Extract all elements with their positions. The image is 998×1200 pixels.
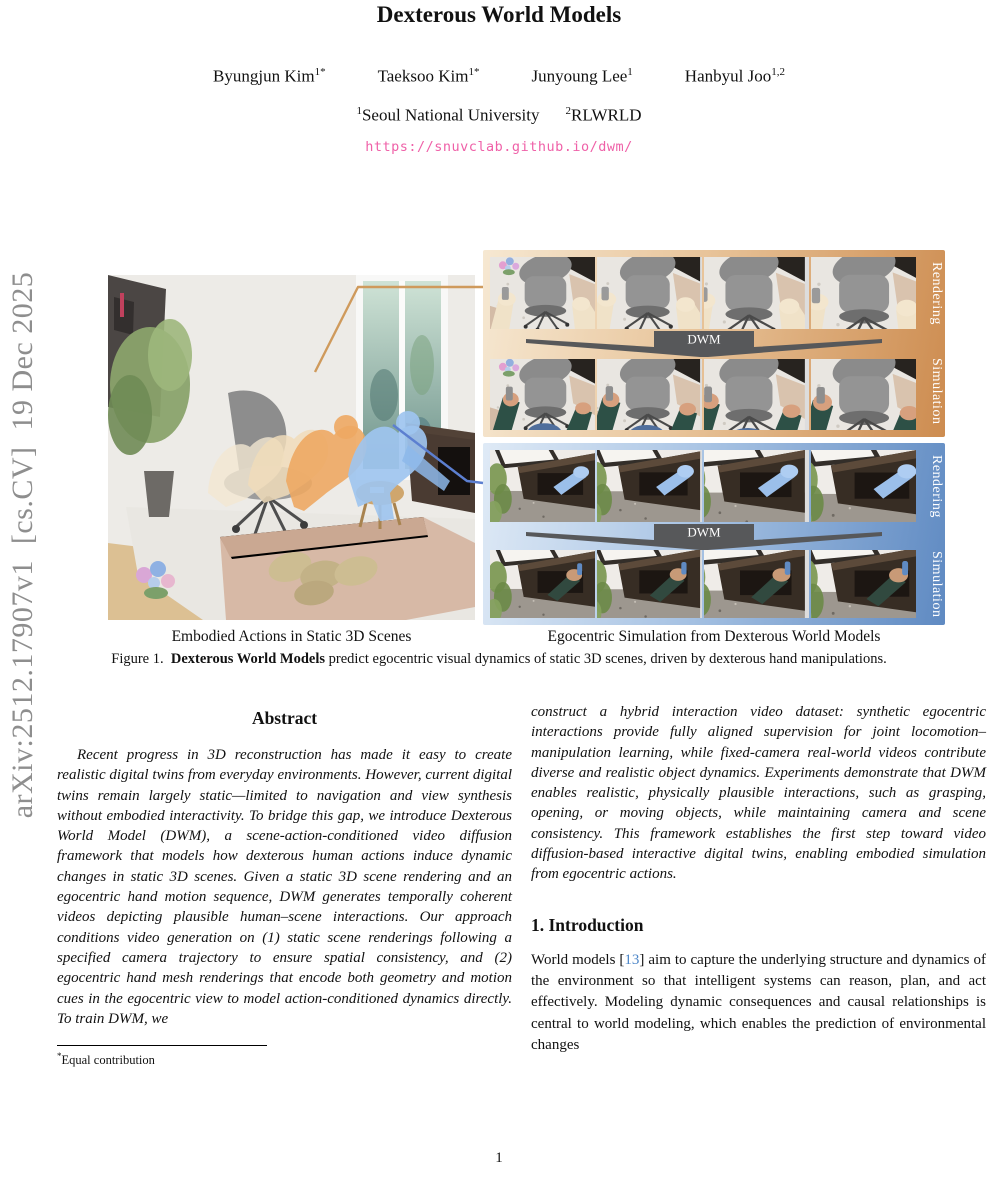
left-column — [57, 702, 512, 1068]
rendering-frame — [811, 257, 916, 329]
author-name: Hanbyul Joo — [684, 66, 772, 86]
simulation-row-label: Simulation — [929, 550, 944, 618]
dwm-arrow-label: DWM — [687, 331, 721, 347]
egocentric-panel-orange — [483, 250, 945, 437]
rendering-row — [490, 257, 916, 329]
figure-caption — [40, 651, 958, 668]
footnote — [57, 1045, 512, 1068]
dwm-arrow — [526, 331, 882, 357]
author-name: Junyoung Lee — [531, 66, 628, 86]
dwm-arrow — [526, 524, 882, 550]
introduction-heading: 1. Introduction — [531, 914, 644, 935]
abstract-paragraph: Recent progress in 3D reconstruction has made it easy to create realistic digital twins from everyday environments. However, current digital twins remain largely static—limited to navigation and view synthesis without embodied interactivity. To bridge this gap, we introduce Dexterous World Model (DWM), a scene-action-conditioned video diffusion framework that models how dexterous human actions induce dynamic changes in static 3D scenes. Given a static 3D scene rendering and an egocentric hand motion sequence, DWM generates temporally coherent videos depicting plausible human–scene interactions. Our approach conditions video generation on (1) static scene renderings following a specified camera trajectory to ensure spatial consistency, and (2) egocentric hand mesh renderings that encode both geometry and motion cues in the egocentric view to model action-conditioned dynamics directly. To train DWM, we — [57, 747, 512, 1027]
citation-link-13[interactable]: 13 — [624, 951, 640, 968]
author — [378, 66, 480, 87]
rendering-frame — [597, 450, 702, 522]
abstract-heading: Abstract — [251, 708, 318, 728]
egocentric-panel-blue — [483, 443, 945, 625]
intro-text-b: ] aim to capture the underlying structure and dynamics of the environment so that intelligent systems can reason, plan, and act effectively. Modeling dynamic consequences and causal relationships is central to world modeling, which enables the prediction of environmental changes — [531, 951, 986, 1053]
author — [213, 66, 326, 87]
rendering-row-label: Rendering — [929, 454, 944, 518]
author — [531, 66, 632, 87]
affil-name: RLWRLD — [571, 105, 642, 125]
author-name: Taeksoo Kim — [377, 66, 469, 86]
footnote-rule — [57, 1045, 267, 1046]
author-sup: 1,2 — [771, 66, 785, 78]
figure-caption-label: Figure 1. — [111, 651, 164, 667]
project-url-link[interactable]: https://snuvclab.github.io/dwm/ — [365, 139, 633, 155]
author-sup: 1 — [627, 66, 633, 78]
arxiv-stamp: arXiv:2512.17907v1 [cs.CV] 19 Dec 2025 — [6, 271, 39, 819]
figure-caption-rest: predict egocentric visual dynamics of static 3D scenes, driven by dexterous hand manipulations. — [325, 651, 887, 667]
rendering-frame — [490, 257, 595, 329]
project-url-row — [0, 138, 998, 156]
affiliations — [0, 105, 998, 126]
two-column-body — [57, 702, 986, 1068]
simulation-frame — [597, 359, 702, 430]
simulation-frame — [597, 550, 702, 618]
footnote-text — [57, 1051, 512, 1068]
abstract-continuation: construct a hybrid interaction video dataset: synthetic egocentric interactions provide fully aligned supervision for joint locomotion–manipulation learning, while fixed-camera real-world videos contribute diverse and realistic object dynamics. Experiments demonstrate that DWM enables realistic, physically plausible interactions, such as grasping, opening, or moving objects, while maintaining camera and scene consistency. This framework establishes the first step toward video diffusion-based interactive digital twins, enabling embodied simulation from egocentric actions. — [531, 704, 986, 883]
static-scene-render — [108, 275, 475, 620]
right-column — [531, 702, 986, 1068]
footnote-label: Equal contribution — [61, 1053, 155, 1068]
author-list — [0, 66, 998, 87]
simulation-row — [490, 550, 916, 618]
footnote-marker: * — [57, 1051, 62, 1062]
paper-title: Dexterous World Models — [376, 2, 622, 27]
author-sup: 1* — [314, 66, 326, 78]
introduction-paragraph — [531, 950, 986, 1056]
rendering-frame — [704, 257, 809, 329]
author-sup: 1* — [468, 66, 480, 78]
figure-caption-bold: Dexterous World Models — [170, 651, 325, 667]
simulation-frame — [811, 550, 916, 618]
author-name: Byungjun Kim — [213, 66, 315, 86]
rendering-row — [490, 450, 916, 522]
right-subcaption: Egocentric Simulation from Dexterous World Models — [547, 628, 881, 645]
intro-text-a: World models [ — [531, 951, 625, 968]
affil-name: Seoul National University — [361, 105, 540, 125]
simulation-frame — [811, 359, 916, 430]
simulation-frame — [490, 550, 595, 618]
dwm-arrow-label: DWM — [687, 524, 721, 540]
rendering-frame — [490, 450, 595, 522]
rendering-frame — [597, 257, 702, 329]
rendering-frame — [811, 450, 916, 522]
rendering-row-label: Rendering — [929, 261, 944, 325]
simulation-frame — [704, 550, 809, 618]
affil-sup: 2 — [565, 105, 571, 117]
simulation-frame — [704, 359, 809, 430]
simulation-frame — [490, 359, 595, 430]
simulation-row-label: Simulation — [929, 357, 944, 425]
affil-sup: 1 — [356, 105, 362, 117]
rendering-frame — [704, 450, 809, 522]
page-number: 1 — [495, 1150, 503, 1166]
simulation-row — [490, 359, 916, 430]
left-subcaption: Embodied Actions in Static 3D Scenes — [171, 628, 412, 645]
author — [685, 66, 785, 87]
